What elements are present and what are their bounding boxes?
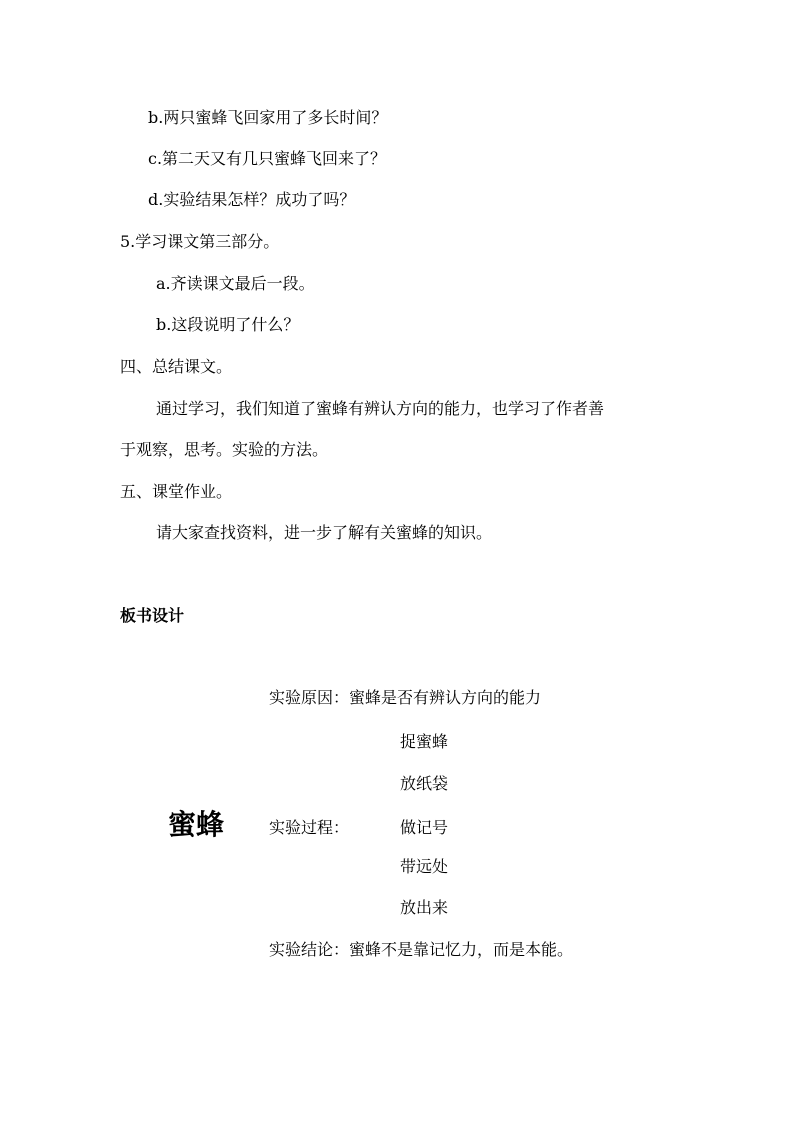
board-design-title: 板书设计 xyxy=(120,606,185,625)
board-step-5: 放出来 xyxy=(400,898,449,917)
step5-item-a: a.齐读课文最后一段。 xyxy=(156,274,315,293)
section4-heading: 四、总结课文。 xyxy=(120,357,233,376)
board-step-3: 做记号 xyxy=(400,818,449,837)
step5-heading: 5.学习课文第三部分。 xyxy=(120,232,280,251)
question-d: d.实验结果怎样？成功了吗？ xyxy=(148,190,356,209)
section5-heading: 五、课堂作业。 xyxy=(120,482,233,501)
question-c: c.第二天又有几只蜜蜂飞回来了？ xyxy=(148,149,387,168)
section4-paragraph-line1: 通过学习，我们知道了蜜蜂有辨认方向的能力，也学习了作者善 xyxy=(156,399,605,418)
board-step-4: 带远处 xyxy=(400,857,449,876)
section4-paragraph-line2: 于观察，思考。实验的方法。 xyxy=(120,440,329,459)
board-process-label: 实验过程： xyxy=(269,818,350,837)
question-b: b.两只蜜蜂飞回家用了多长时间？ xyxy=(148,108,388,127)
board-conclusion: 实验结论：蜜蜂不是靠记忆力，而是本能。 xyxy=(269,940,574,959)
board-step-1: 捉蜜蜂 xyxy=(400,732,449,751)
board-main-word: 蜜蜂 xyxy=(168,808,225,841)
board-reason: 实验原因：蜜蜂是否有辨认方向的能力 xyxy=(269,688,542,707)
step5-item-b: b.这段说明了什么？ xyxy=(156,315,300,334)
board-step-2: 放纸袋 xyxy=(400,774,449,793)
section5-paragraph: 请大家查找资料，进一步了解有关蜜蜂的知识。 xyxy=(156,523,493,542)
